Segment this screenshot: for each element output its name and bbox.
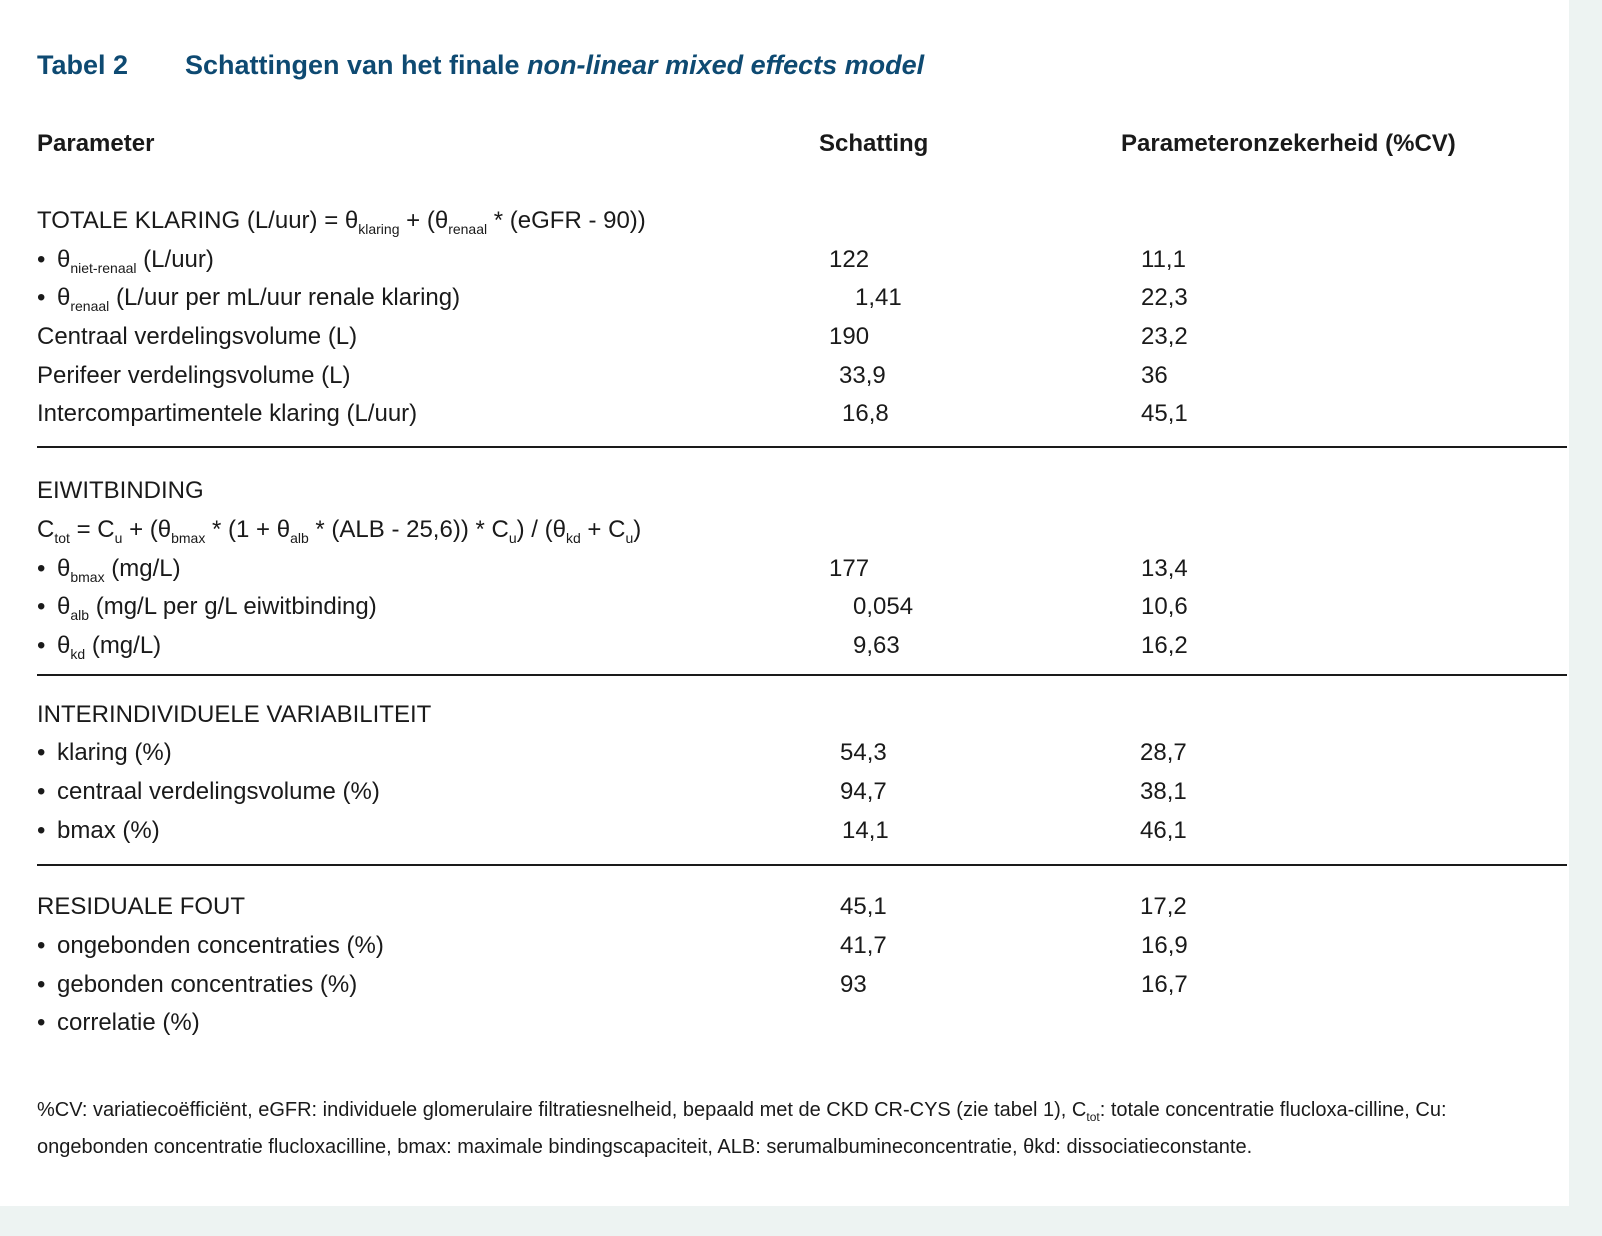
row-label: • ongebonden concentraties (%) (37, 932, 384, 959)
table-row (37, 812, 1567, 851)
table-body (37, 202, 1567, 1043)
table-row (37, 927, 1567, 966)
row-label: • $\theta_{renaal}$ (L/uur per mL/uur renale klaring) (37, 284, 461, 315)
table-number: Tabel 2 (37, 50, 129, 80)
row-uncertainty: 16,9 (1141, 932, 1188, 959)
header-parameter: Parameter (37, 130, 155, 157)
table-row (37, 773, 1567, 812)
row-label: • klaring (%) (37, 739, 172, 767)
page-margin-bottom (0, 1206, 1602, 1236)
row-uncertainty: 22,3 (1141, 284, 1188, 312)
clearance-formula-row (37, 202, 1567, 241)
row-estimate: 9,63 (853, 631, 900, 659)
table-header (37, 130, 1567, 160)
table-row (37, 734, 1567, 773)
row-estimate: 122 (829, 245, 870, 273)
table-row (37, 395, 1567, 434)
row-estimate: 190 (829, 323, 870, 351)
table-row (37, 318, 1567, 357)
row-estimate: 1,41 (855, 284, 902, 312)
row-uncertainty: 16,2 (1141, 631, 1188, 659)
row-label: • bmax (%) (37, 816, 160, 844)
table-row (37, 279, 1567, 318)
row-uncertainty: 28,7 (1140, 739, 1187, 767)
section-title-row (37, 472, 1567, 511)
header-estimate: Schatting (819, 130, 929, 157)
table-row (37, 1004, 1567, 1043)
table-row (37, 627, 1567, 666)
table-row (37, 550, 1567, 589)
row-uncertainty: 23,2 (1141, 323, 1188, 351)
row-estimate: 41,7 (840, 932, 887, 959)
section-divider (37, 666, 1567, 696)
section-divider (37, 434, 1567, 472)
table-caption (37, 50, 924, 81)
section-divider (37, 850, 1567, 888)
row-estimate: 93 (840, 970, 867, 998)
binding-formula-row (37, 511, 1567, 550)
section-title-row (37, 696, 1567, 735)
table-row (37, 357, 1567, 396)
row-estimate: 177 (829, 554, 870, 582)
table-row (37, 888, 1567, 927)
row-uncertainty: 13,4 (1141, 554, 1188, 582)
table-title: Schattingen van het finale non-linear mixed effects model (185, 50, 925, 80)
row-estimate: 33,9 (839, 361, 886, 389)
row-label: • centraal verdelingsvolume (%) (37, 777, 380, 805)
row-estimate: 14,1 (842, 816, 889, 844)
row-uncertainty: 45,1 (1141, 400, 1188, 428)
row-label: Perifeer verdelingsvolume (L) (37, 361, 351, 389)
table-row (37, 588, 1567, 627)
section-title: INTERINDIVIDUELE VARIABILITEIT (37, 700, 432, 728)
row-estimate: 16,8 (842, 400, 889, 428)
row-label: • correlatie (%) (37, 1009, 200, 1037)
row-estimate: 54,3 (840, 739, 887, 767)
row-uncertainty: 11,1 (1141, 245, 1186, 273)
section-title: EIWITBINDING (37, 477, 204, 505)
row-estimate: 94,7 (840, 777, 887, 805)
row-estimate: 45,1 (840, 893, 887, 921)
row-label: • gebonden concentraties (%) (37, 970, 358, 998)
row-uncertainty: 10,6 (1141, 593, 1188, 621)
row-label: • $\theta_{alb}$ (mg/L per g/L eiwitbinding) (37, 593, 377, 624)
section-title: RESIDUALE FOUT (37, 893, 246, 921)
page-margin-right (1569, 0, 1602, 1236)
row-uncertainty: 36 (1141, 361, 1168, 389)
row-label: Centraal verdelingsvolume (L) (37, 323, 358, 351)
row-label: • $\theta_{bmax}$ (mg/L) (37, 554, 181, 585)
row-label: • $\theta_{kd}$ (mg/L) (37, 631, 162, 662)
row-uncertainty: 38,1 (1140, 777, 1187, 805)
table-footnote: %CV: variatiecoëfficiënt, eGFR: individuele glomerulaire filtratiesnelheid, bepaald met de CKD CR-CYS (zie tabel 1), $C_{tot}$: totale concentratie flucloxa-cilline, Cu: ongebonden concentratie flucloxacilline, bmax: maximale bindingscapaciteit, ALB: serumalbumineconcentratie, θkd: dissociatieconstante. (37, 1099, 1447, 1158)
row-uncertainty: 16,7 (1141, 970, 1188, 998)
row-uncertainty: 17,2 (1140, 893, 1187, 921)
table-row (37, 966, 1567, 1005)
binding-formula: $C_{tot} = C_u + (\theta_{bmax} * (1 + \theta_{alb} * (ALB - 25,6)) * C_u) / (\theta_{kd} + C_u)$ (37, 515, 642, 546)
row-estimate: 0,054 (853, 593, 914, 621)
clearance-formula: TOTALE KLARING $(L/uur) = \theta_{klaring} + (\theta_{renaal}$ * (eGFR - 90)) (37, 207, 646, 237)
table-row (37, 241, 1567, 280)
row-label: • $\theta_{niet-renaal}$ (L/uur) (37, 245, 214, 276)
row-uncertainty: 46,1 (1140, 816, 1187, 844)
row-label: Intercompartimentele klaring (L/uur) (37, 400, 418, 428)
header-uncertainty: Parameteronzekerheid (%CV) (1121, 130, 1456, 157)
